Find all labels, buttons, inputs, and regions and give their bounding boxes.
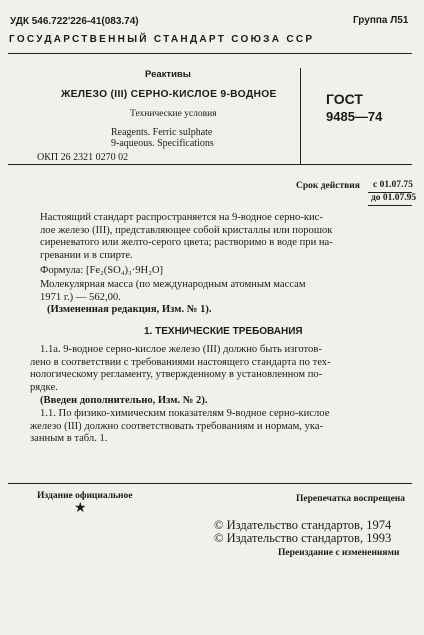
title-block-divider bbox=[300, 68, 301, 164]
clause-line: 1.1. По физико-химическим показателям 9-водное серно-кислое bbox=[40, 408, 330, 419]
clause-1-1 bbox=[30, 408, 412, 446]
intro-line: гревании и в спирте. bbox=[40, 249, 133, 261]
title-block-rule bbox=[8, 164, 412, 165]
english-title-line-1: Reagents. Ferric sulphate bbox=[111, 127, 213, 138]
intro-paragraph bbox=[40, 212, 412, 262]
document-subtitle: Технические условия bbox=[130, 109, 217, 119]
clause-line: рядке. bbox=[30, 381, 58, 393]
formula-line bbox=[40, 265, 163, 276]
molar-mass-line: 1971 г.) — 562,00. bbox=[40, 291, 121, 303]
validity-from: с 01.07.75 bbox=[373, 180, 413, 190]
intro-line: Настоящий стандарт распространяется на 9-водное серно-кис- bbox=[40, 212, 323, 223]
gost-number: 9485—74 bbox=[326, 109, 383, 124]
clause-line: лено в соответствии с требованиями настоящего стандарта по тех- bbox=[30, 356, 331, 368]
okp-code: ОКП 26 2321 0270 02 bbox=[37, 152, 129, 163]
edition-note: (Измененная редакция, Изм. № 1). bbox=[47, 304, 212, 315]
reissue-label: Переиздание с изменениями bbox=[278, 548, 400, 558]
validity-label: Срок действия bbox=[296, 181, 360, 191]
validity-rule-bottom bbox=[368, 205, 412, 206]
clause-1-1a-note: (Введен дополнительно, Изм. № 2). bbox=[40, 395, 208, 406]
header-rule bbox=[8, 53, 412, 54]
clause-1-1a bbox=[30, 344, 412, 394]
star-icon: ★ bbox=[74, 500, 87, 516]
reprint-prohibited-label: Перепечатка воспрещена bbox=[296, 494, 406, 504]
state-standard-banner: ГОСУДАРСТВЕННЫЙ СТАНДАРТ СОЮЗА ССР bbox=[9, 34, 315, 45]
copyright-1993: © Издательство стандартов, 1993 bbox=[214, 531, 392, 545]
molar-mass-paragraph bbox=[40, 279, 412, 304]
intro-line: лое железо (III), представляющее собой кристаллы или порошок bbox=[40, 224, 333, 236]
clause-line: нологическому регламенту, утвержденному в установленном по- bbox=[30, 369, 323, 381]
english-title-line-2: 9-aqueous. Specifications bbox=[111, 138, 214, 149]
formula-label: Формула: bbox=[40, 265, 84, 276]
clause-line: железо (III) должно соответствовать требованиям и нормам, ука- bbox=[30, 420, 324, 432]
document-title: ЖЕЛЕЗО (III) СЕРНО-КИСЛОЕ 9-ВОДНОЕ bbox=[61, 89, 277, 100]
chemical-formula: [Fe₂(SO₄)₃·9H₂O] bbox=[85, 265, 164, 276]
footer-rule bbox=[8, 483, 412, 484]
official-edition-label: Издание официальное bbox=[37, 491, 133, 501]
group-code: Группа Л51 bbox=[353, 15, 409, 26]
molar-mass-line: Молекулярная масса (по международным атомным массам bbox=[40, 279, 306, 290]
intro-line: сиреневатого или желто-серого цвета; растворимо в воде при на- bbox=[40, 237, 333, 249]
udk-code: УДК 546.722'226-41(083.74) bbox=[10, 16, 139, 27]
copyright-1974: © Издательство стандартов, 1974 bbox=[214, 518, 392, 532]
category-label: Реактивы bbox=[145, 69, 191, 80]
gost-label: ГОСТ bbox=[326, 91, 363, 107]
section-heading: 1. ТЕХНИЧЕСКИЕ ТРЕБОВАНИЯ bbox=[144, 326, 303, 337]
clause-line: 1.1а. 9-водное серно-кислое железо (III) должно быть изготов- bbox=[40, 344, 322, 355]
clause-line: занным в табл. 1. bbox=[30, 433, 108, 445]
validity-to: до 01.07.95 bbox=[371, 193, 417, 203]
